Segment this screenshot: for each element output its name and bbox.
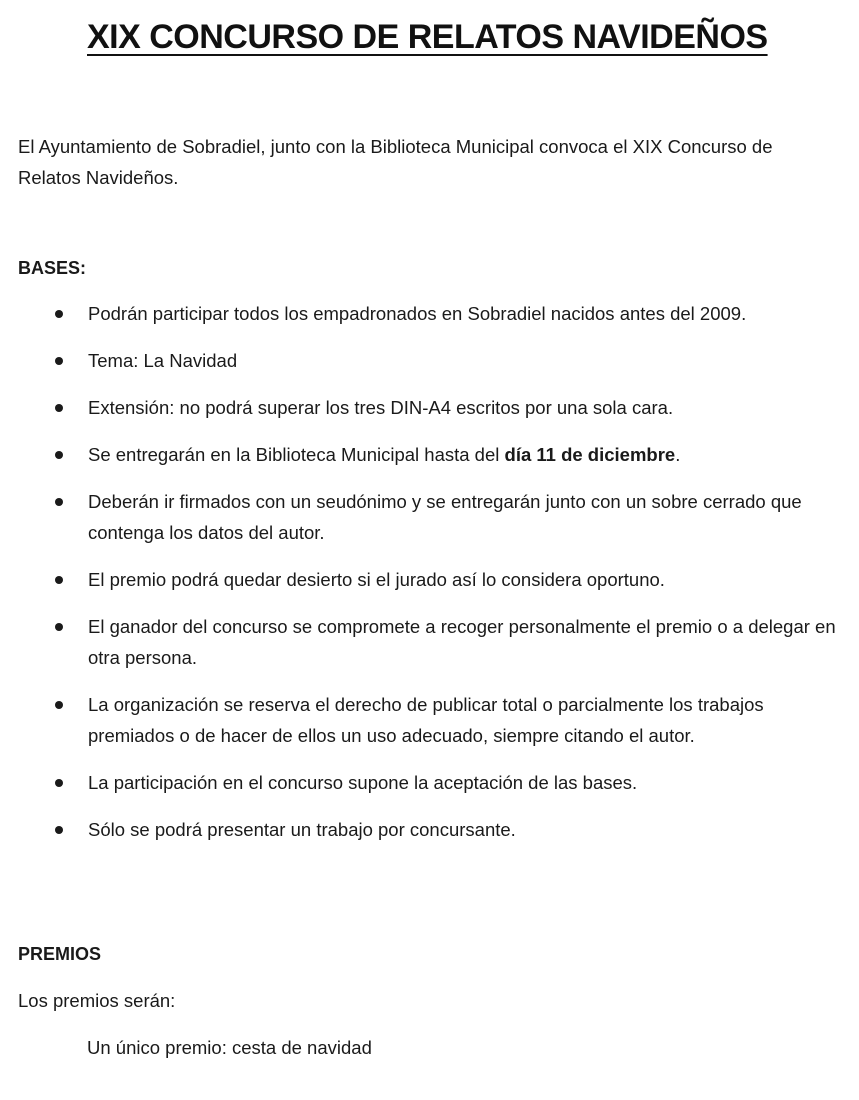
deadline-date: día 11 de diciembre: [504, 444, 676, 465]
bases-item: [0, 611, 859, 673]
bases-item-text: El premio podrá quedar desierto si el jurado así lo considera oportuno.: [88, 569, 665, 590]
bases-item-text: La participación en el concurso supone la aceptación de las bases.: [88, 772, 638, 793]
bases-item-text-pre: Se entregarán en la Biblioteca Municipal hasta del: [88, 444, 505, 465]
bases-item-text: La organización se reserva el derecho de publicar total o parcialmente los trabajos premiados o de hacer de ellos un uso adecuado, siempre citando el autor.: [88, 694, 764, 746]
bases-item: [0, 439, 859, 470]
bullet-icon: [55, 576, 63, 584]
bases-item: [0, 814, 859, 845]
bullet-icon: [55, 701, 63, 709]
bases-item-text: El ganador del concurso se compromete a recoger personalmente el premio o a delegar en otra persona.: [88, 616, 836, 668]
intro-paragraph: El Ayuntamiento de Sobradiel, junto con la Biblioteca Municipal convoca el XIX Concurso de Relatos Navideños.: [18, 136, 773, 188]
document-title-text: XIX CONCURSO DE RELATOS NAVIDEÑOS: [87, 18, 768, 56]
prizes-intro: Los premios serán:: [18, 990, 176, 1011]
bases-item: [0, 564, 859, 595]
bullet-icon: [55, 357, 63, 365]
document-title: [0, 18, 859, 57]
bases-item: [0, 486, 859, 548]
bases-item: [0, 392, 859, 423]
bases-item: [0, 298, 859, 329]
bases-item: [0, 345, 859, 376]
bullet-icon: [55, 404, 63, 412]
bullet-icon: [55, 826, 63, 834]
bases-item-text: Podrán participar todos los empadronados en Sobradiel nacidos antes del 2009.: [88, 303, 747, 324]
prize-item: Un único premio: cesta de navidad: [87, 1037, 372, 1058]
bases-item-text: Sólo se podrá presentar un trabajo por concursante.: [88, 819, 516, 840]
bases-item-text: Tema: La Navidad: [88, 350, 238, 371]
bases-list: [0, 298, 859, 861]
bases-item-text: Extensión: no podrá superar los tres DIN-A4 escritos por una sola cara.: [88, 397, 674, 418]
bullet-icon: [55, 451, 63, 459]
bullet-icon: [55, 779, 63, 787]
bases-heading: BASES:: [18, 258, 87, 278]
bases-item-text: Deberán ir firmados con un seudónimo y se entregarán junto con un sobre cerrado que contenga los datos del autor.: [88, 491, 802, 543]
bases-item: [0, 767, 859, 798]
premios-heading: PREMIOS: [18, 944, 102, 964]
bullet-icon: [55, 498, 63, 506]
bases-item-text-post: .: [675, 444, 681, 465]
bases-item: [0, 689, 859, 751]
bullet-icon: [55, 623, 63, 631]
bullet-icon: [55, 310, 63, 318]
